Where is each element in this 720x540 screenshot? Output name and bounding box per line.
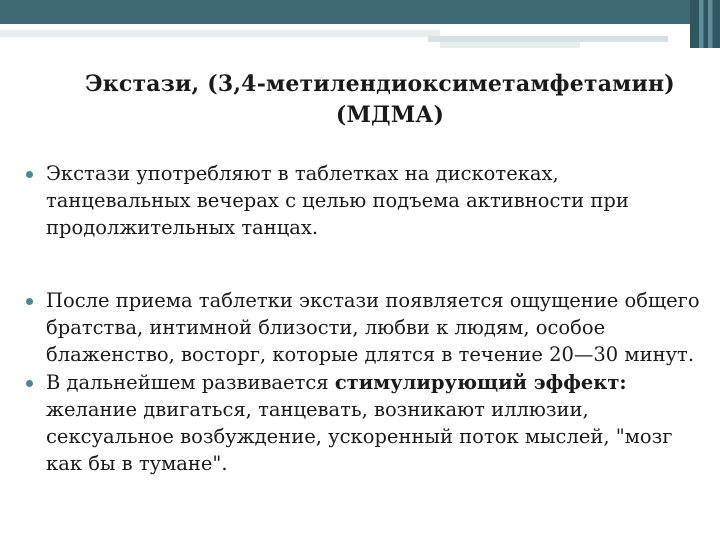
bullet-text: Экстази употребляют в таблетках на дискотеках, танцевальных вечерах с целью подъема активности при продолжительных танцах. bbox=[46, 162, 629, 239]
bullet-list bbox=[22, 160, 702, 477]
slide-title bbox=[60, 69, 700, 131]
bullet-text-lead: В дальнейшем развивается bbox=[46, 371, 335, 394]
bullet-item bbox=[22, 369, 702, 477]
header-accent-stripes bbox=[690, 0, 720, 48]
slide-title-line-2: (МДМА) bbox=[335, 102, 445, 128]
header-band bbox=[0, 0, 720, 24]
bullet-item bbox=[22, 287, 702, 368]
bullet-dot-icon bbox=[26, 171, 33, 178]
bullet-dot-icon bbox=[26, 298, 33, 305]
bullet-text-tail: желание двигаться, танцевать, возникают иллюзии, сексуальное возбуждение, ускоренный поток мыслей, "мозг как бы в тумане". bbox=[46, 398, 673, 475]
bullet-dot-icon bbox=[26, 380, 33, 387]
bullet-text: После приема таблетки экстази появляется ощущение общего братства, интимной близости, любви к людям, особое блаженство, восторг, которые длятся в течение 20—30 минут. bbox=[46, 289, 700, 366]
header-rule-left bbox=[0, 30, 440, 37]
bullet-text-emphasis: стимулирующий эффект: bbox=[334, 371, 627, 394]
slide-title-line-1: Экстази, (3,4-метилендиоксиметамфетамин) bbox=[85, 71, 675, 97]
bullet-item bbox=[22, 160, 702, 241]
header-rule-right bbox=[440, 42, 580, 48]
